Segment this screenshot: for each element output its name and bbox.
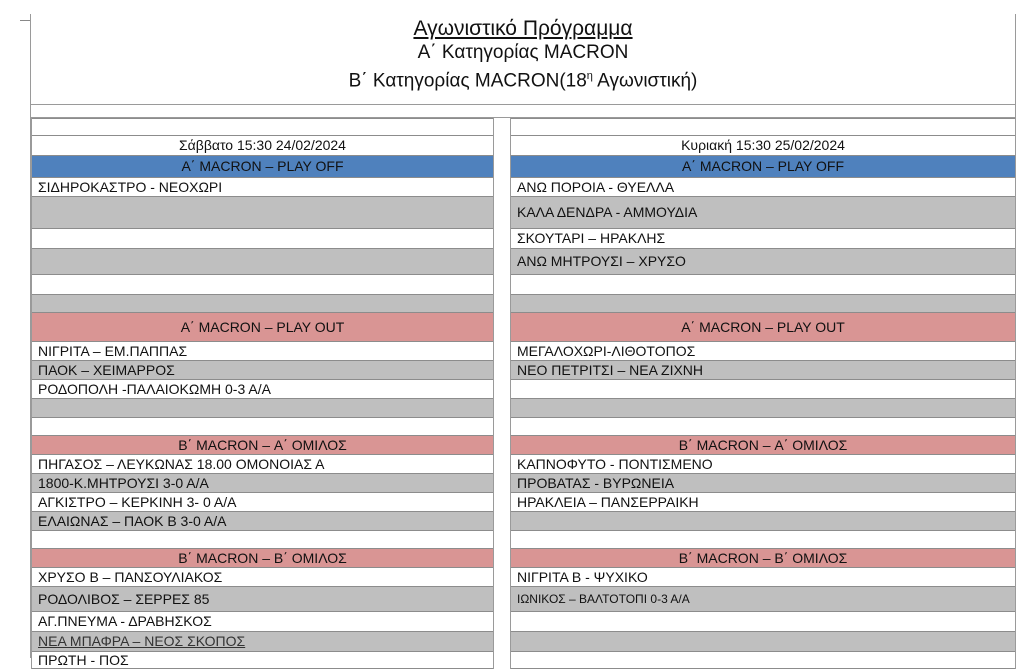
empty-row: [511, 631, 1015, 651]
match-row: ΣΚΟΥΤΑΡΙ – ΗΡΑΚΛΗΣ: [511, 228, 1015, 248]
empty-row: [511, 294, 1015, 312]
empty-row: [511, 417, 1015, 435]
saturday-playoff-header: Α΄ MACRON – PLAY OFF: [32, 155, 493, 177]
match-row: ΑΝΩ ΠΟΡΟΙΑ - ΘΥΕΛΛΑ: [511, 177, 1015, 196]
match-row: ΕΛΑΙΩΝΑΣ – ΠΑΟΚ Β 3-0 Α/Α: [32, 511, 493, 530]
match-row: ΑΓΚΙΣΤΡΟ – ΚΕΡΚΙΝΗ 3- 0 Α/Α: [32, 492, 493, 511]
sunday-playoff-header: Α΄ MACRON – PLAY OFF: [511, 155, 1015, 177]
match-row: ΝΕΟ ΠΕΤΡΙΤΣΙ – ΝΕΑ ΖΙΧΝΗ: [511, 360, 1015, 379]
match-row: ΝΕΑ ΜΠΑΦΡΑ – ΝΕΟΣ ΣΚΟΠΟΣ: [32, 631, 493, 651]
match-row: ΙΩΝΙΚΟΣ – ΒΑΛΤΟΤΟΠΙ 0-3 Α/Α: [511, 586, 1015, 611]
match-row: ΣΙΔΗΡΟΚΑΣΤΡΟ - ΝΕΟΧΩΡΙ: [32, 177, 493, 196]
title-category-a: Α΄ Κατηγορίας MACRON: [417, 42, 629, 63]
sunday-date: Κυριακή 15:30 25/02/2024: [511, 135, 1015, 155]
match-row: ΑΝΩ ΜΗΤΡΟΥΣΙ – ΧΡΥΣΟ: [511, 248, 1015, 274]
match-row: ΚΑΛΑ ΔΕΝΔΡΑ - ΑΜΜΟΥΔΙΑ: [511, 196, 1015, 228]
sunday-schedule-column: [510, 118, 1016, 669]
empty-row: [32, 274, 493, 294]
match-row: ΜΕΓΑΛΟΧΩΡΙ-ΛΙΘΟΤΟΠΟΣ: [511, 341, 1015, 360]
empty-row: [511, 379, 1015, 398]
title-block: [31, 14, 1015, 93]
match-row: ΚΑΠΝΟΦΥΤΟ - ΠΟΝΤΙΣΜΕΝΟ: [511, 454, 1015, 473]
empty-row: [511, 511, 1015, 530]
empty-row: [511, 398, 1015, 417]
saturday-schedule-column: [31, 118, 494, 669]
empty-row: [32, 196, 493, 228]
match-row: ΝΙΓΡΙΤΑ Β - ΨΥΧΙΚΟ: [511, 567, 1015, 586]
empty-row: [32, 294, 493, 312]
document-page: [30, 14, 1016, 668]
saturday-group-b-header: Β΄ MACRON – Β΄ ΟΜΙΛΟΣ: [32, 548, 493, 567]
sunday-playout-header: Α΄ MACRON – PLAY OUT: [511, 312, 1015, 341]
title-divider: [31, 104, 1015, 105]
saturday-playout-header: Α΄ MACRON – PLAY OUT: [32, 312, 493, 341]
match-row: ΠΡΩΤΗ - ΠΟΣ: [32, 651, 493, 669]
match-row: ΠΡΟΒΑΤΑΣ - ΒΥΡΩΝΕΙΑ: [511, 473, 1015, 492]
match-row: ΠΑΟΚ – ΧΕΙΜΑΡΡΟΣ: [32, 360, 493, 379]
sunday-group-a-header: Β΄ MACRON – Α΄ ΟΜΙΛΟΣ: [511, 435, 1015, 454]
sunday-group-b-header: Β΄ MACRON – Β΄ ΟΜΙΛΟΣ: [511, 548, 1015, 567]
empty-row: [511, 651, 1015, 669]
empty-row: [32, 417, 493, 435]
match-row: ΑΓ.ΠΝΕΥΜΑ - ΔΡΑΒΗΣΚΟΣ: [32, 611, 493, 631]
empty-row: [32, 530, 493, 548]
empty-row: [511, 530, 1015, 548]
empty-row: [32, 248, 493, 274]
match-row: 1800-Κ.ΜΗΤΡΟΥΣΙ 3-0 Α/Α: [32, 473, 493, 492]
title-main: Αγωνιστικό Πρόγραμμα: [413, 17, 633, 40]
match-row: ΠΗΓΑΣΟΣ – ΛΕΥΚΩΝΑΣ 18.00 ΟΜΟΝΟΙΑΣ Α: [32, 454, 493, 473]
title-category-b: Β΄ Κατηγορίας $MACRON(18^\eta$ Αγωνιστική): [348, 70, 698, 92]
match-row: ΗΡΑΚΛΕΙΑ – ΠΑΝΣΕΡΡΑΙΚΗ: [511, 492, 1015, 511]
match-row: ΡΟΔΟΛΙΒΟΣ – ΣΕΡΡΕΣ 85: [32, 586, 493, 611]
match-row: ΡΟΔΟΠΟΛΗ -ΠΑΛΑΙΟΚΩΜΗ 0-3 Α/Α: [32, 379, 493, 398]
empty-row: [32, 228, 493, 248]
empty-row: [511, 274, 1015, 294]
empty-row: [511, 611, 1015, 631]
match-row: ΧΡΥΣΟ Β – ΠΑΝΣΟΥΛΙΑΚΟΣ: [32, 567, 493, 586]
saturday-date: Σάββατο 15:30 24/02/2024: [32, 135, 493, 155]
empty-row: [32, 398, 493, 417]
saturday-group-a-header: Β΄ MACRON – Α΄ ΟΜΙΛΟΣ: [32, 435, 493, 454]
match-row: ΝΙΓΡΙΤΑ – ΕΜ.ΠΑΠΠΑΣ: [32, 341, 493, 360]
